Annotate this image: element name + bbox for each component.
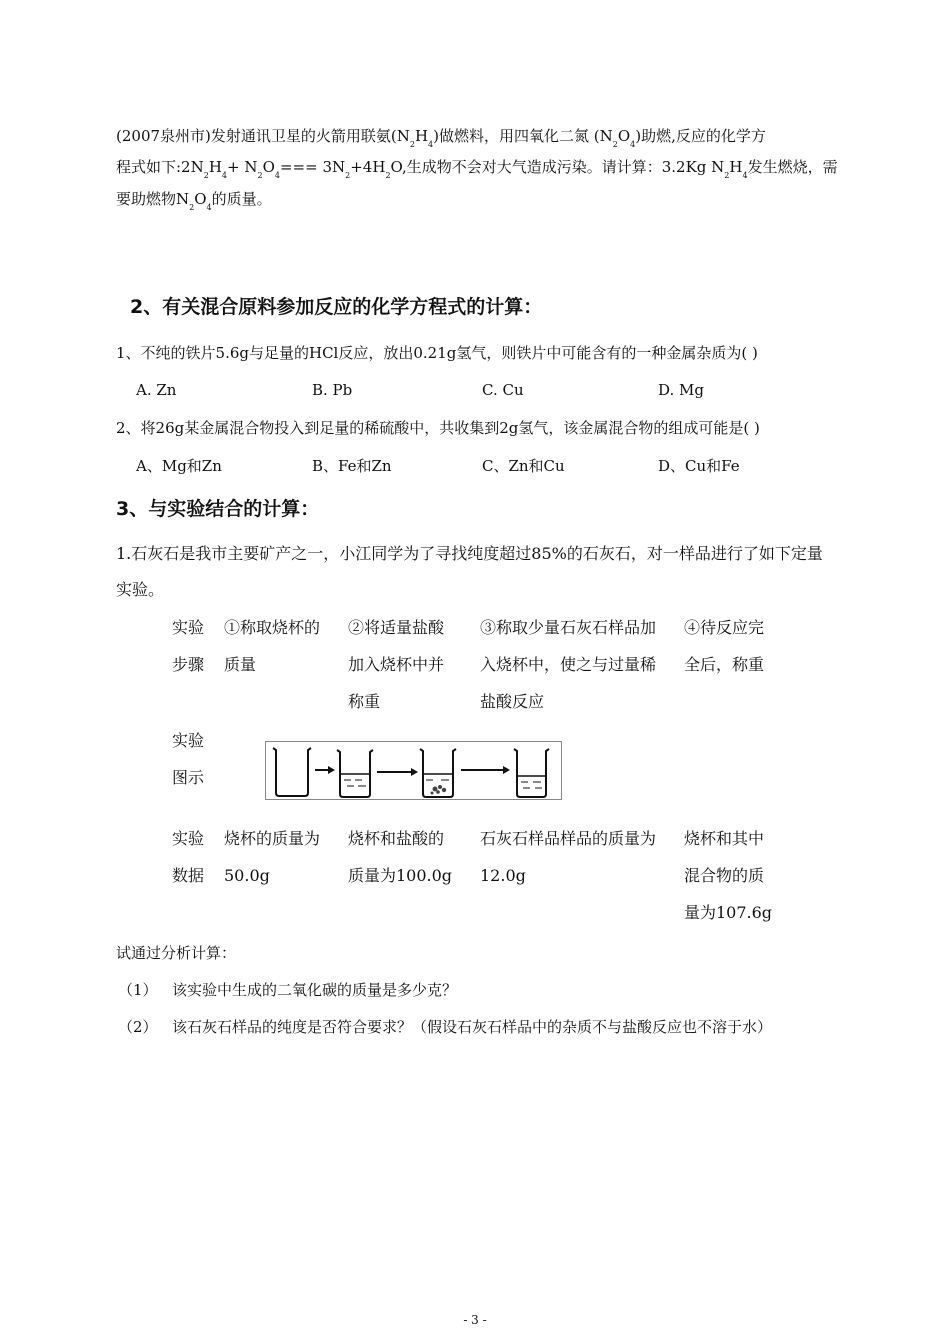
text: 加入烧杯中并 <box>348 655 445 674</box>
text: 的质量。 <box>211 190 272 208</box>
text: 量为107.6g <box>684 903 773 922</box>
text: 石灰石样品样品的质量为 <box>480 829 657 848</box>
step-2 <box>348 609 444 720</box>
subscript: 2 <box>612 140 618 149</box>
q2-2-option-c: C、Zn和Cu <box>482 457 565 475</box>
section-3-intro-line-1: 1.石灰石是我市主要矿产之一，小江同学为了寻找纯度超过85%的石灰石，对一样品进行了如下定量 <box>116 544 823 563</box>
subscript: 2 <box>385 171 391 180</box>
question-3-1-text: 该实验中生成的二氧化碳的质量是多少克？ <box>172 981 458 999</box>
beaker-diagram <box>265 741 562 800</box>
text: O,生成物不会对大气造成污染。请计算：3.2Kg N <box>390 158 725 176</box>
text: O <box>194 190 207 208</box>
text: 50.0g <box>224 866 270 885</box>
text: O <box>262 158 275 176</box>
intro-line-2 <box>116 157 838 180</box>
figure-header <box>172 722 204 796</box>
subscript: 2 <box>409 140 415 149</box>
subscript: 4 <box>221 171 228 180</box>
subscript: 4 <box>428 140 434 149</box>
q2-1-option-d: D. Mg <box>658 381 704 399</box>
text: 称重 <box>348 692 381 711</box>
text: H <box>729 158 743 176</box>
text: 质量为100.0g <box>348 866 453 885</box>
text: 烧杯和其中 <box>684 829 765 848</box>
text: ④待反应完 <box>684 618 765 637</box>
step-3 <box>480 609 656 720</box>
text: (2007泉州市)发射通讯卫星的火箭用联氨(N <box>116 127 410 145</box>
q2-1-option-c: C. Cu <box>482 381 524 399</box>
text: 要助燃物N <box>116 190 190 208</box>
subscript: 4 <box>206 203 212 212</box>
text: 盐酸反应 <box>480 692 545 711</box>
text: H <box>414 127 429 145</box>
text: 数据 <box>172 866 205 885</box>
question-3-2-text: 该石灰石样品的纯度是否符合要求？（假设石灰石样品中的杂质不与盐酸反应也不溶于水） <box>172 1018 773 1036</box>
intro-line-1 <box>116 126 766 149</box>
q2-1-option-a: A. Zn <box>136 381 177 399</box>
text: === 3N <box>279 158 346 176</box>
text: +4H <box>350 158 386 176</box>
q2-1-option-b: B. Pb <box>312 381 353 399</box>
subscript: 2 <box>345 171 351 180</box>
subscript: 2 <box>189 203 195 212</box>
subscript: 2 <box>724 171 730 180</box>
section-3-intro-line-2: 实验。 <box>116 580 165 599</box>
step-1 <box>224 609 320 683</box>
data-4 <box>684 820 772 931</box>
text: )做燃料，用四氧化二氮 (N <box>433 127 613 145</box>
text: ②将适量盐酸 <box>348 618 445 637</box>
q2-2-option-a: A、Mg和Zn <box>136 457 222 475</box>
text: O <box>617 127 631 145</box>
text: 实验 <box>172 829 205 848</box>
data-3 <box>480 820 656 894</box>
data-2 <box>348 820 452 894</box>
q2-2-option-b: B、Fe和Zn <box>312 457 392 475</box>
data-header <box>172 820 204 894</box>
question-3-1-number: （1） <box>118 981 158 999</box>
text: 入烧杯中，使之与过量稀 <box>480 655 657 674</box>
question-2-1: 1、不纯的铁片5.6g与足量的HCl反应，放出0.21g氢气，则铁片中可能含有的一种金属杂质为( ) <box>116 344 758 362</box>
text: 步骤 <box>172 655 205 674</box>
text: 混合物的质 <box>684 866 765 885</box>
text: 实验 <box>172 618 205 637</box>
text: 烧杯的质量为 <box>224 829 321 848</box>
text: )助燃,反应的化学方 <box>635 127 766 145</box>
step-4 <box>684 609 764 683</box>
subscript: 4 <box>742 171 748 180</box>
text: 全后，称重 <box>684 655 765 674</box>
subscript: 4 <box>630 140 636 149</box>
section-3-title: 3、与实验结合的计算： <box>116 498 320 520</box>
text: 烧杯和盐酸的 <box>348 829 445 848</box>
text: 质量 <box>224 655 257 674</box>
text: 实验 <box>172 731 205 750</box>
text: 程式如下:2N <box>116 158 204 176</box>
data-1 <box>224 820 320 894</box>
steps-header <box>172 609 204 683</box>
question-3-2-number: （2） <box>118 1018 158 1036</box>
text: ①称取烧杯的 <box>224 618 321 637</box>
question-2-2: 2、将26g某金属混合物投入到足量的稀硫酸中，共收集到2g氢气，该金属混合物的组成可能是( ) <box>116 419 760 437</box>
text: 图示 <box>172 768 205 787</box>
section-2-title: 2、有关混合原料参加反应的化学方程式的计算： <box>130 296 543 318</box>
analysis-prompt: 试通过分析计算： <box>116 944 237 962</box>
text: + N <box>227 158 258 176</box>
subscript: 2 <box>257 171 263 180</box>
page-number: - 3 - <box>463 1313 487 1327</box>
subscript: 4 <box>274 171 280 180</box>
intro-line-3 <box>116 189 272 212</box>
q2-2-option-d: D、Cu和Fe <box>658 457 740 475</box>
subscript: 2 <box>203 171 209 180</box>
text: ③称取少量石灰石样品加 <box>480 618 657 637</box>
text: 12.0g <box>480 866 526 885</box>
text: H <box>208 158 222 176</box>
text: 发生燃烧，需 <box>747 158 838 176</box>
